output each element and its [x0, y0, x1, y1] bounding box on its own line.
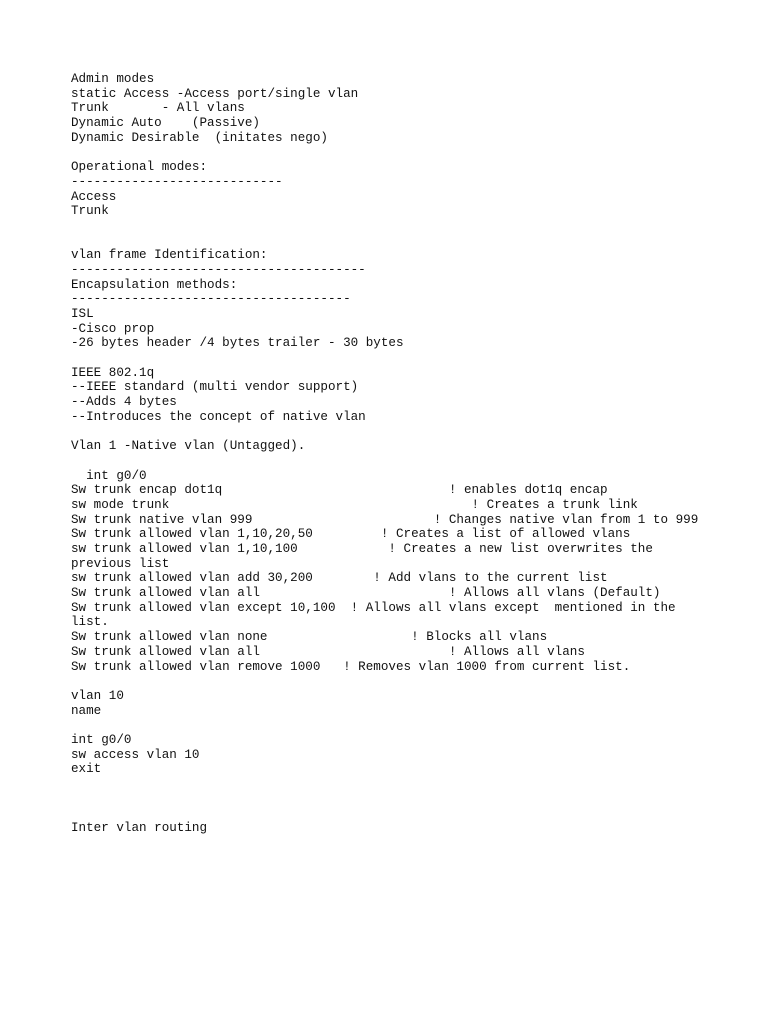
document-line: sw mode trunk ! Creates a trunk link: [71, 497, 638, 512]
document-line: vlan frame Identification:: [71, 248, 268, 263]
document-line: list.: [71, 615, 109, 630]
document-line: Dynamic Auto (Passive): [71, 116, 260, 131]
document-line: [71, 806, 698, 821]
document-line: ISL: [71, 307, 94, 321]
document-line: IEEE 802.1q: [71, 365, 155, 380]
document-line: Sw trunk allowed vlan none ! Blocks all vlans: [71, 630, 548, 645]
document-line: Sw trunk encap dot1q ! enables dot1q encap: [71, 483, 608, 498]
document-line: [71, 777, 698, 792]
document-line: [71, 674, 698, 689]
document-line: Trunk - All vlans: [71, 101, 245, 116]
document-line: [71, 792, 698, 807]
document-line: -Cisco prop: [71, 321, 155, 336]
document-line: Encapsulation methods:: [71, 277, 238, 292]
document-line: int g0/0: [71, 732, 132, 747]
document-line: [71, 454, 698, 469]
document-line: Access: [71, 189, 117, 204]
document-body-text: [71, 72, 698, 836]
document-line: ---------------------------------------: [71, 262, 366, 277]
document-line: [71, 145, 698, 160]
document-line: --Adds 4 bytes: [71, 395, 177, 410]
document-line: Admin modes: [71, 72, 155, 86]
document-line: Sw trunk allowed vlan all ! Allows all vlans (Default): [71, 586, 661, 601]
document-line: [71, 425, 698, 440]
document-line: Sw trunk allowed vlan except 10,100 ! Allows all vlans except mentioned in the: [71, 600, 676, 615]
document-line: [71, 351, 698, 366]
document-line: Sw trunk allowed vlan remove 1000 ! Removes vlan 1000 from current list.: [71, 659, 631, 674]
document-line: previous list: [71, 556, 170, 571]
document-line: Inter vlan routing: [71, 821, 208, 836]
document-line: Dynamic Desirable (initates nego): [71, 130, 328, 145]
document-line: static Access -Access port/single vlan: [71, 86, 359, 101]
document-line: [71, 219, 698, 234]
document-line: Sw trunk allowed vlan 1,10,20,50 ! Creates a list of allowed vlans: [71, 527, 631, 542]
document-line: Trunk: [71, 204, 109, 219]
document-line: --IEEE standard (multi vendor support): [71, 380, 359, 395]
document-line: sw trunk allowed vlan 1,10,100 ! Creates a new list overwrites the: [71, 542, 653, 556]
document-line: sw access vlan 10: [71, 747, 200, 762]
document-line: -26 bytes header /4 bytes trailer - 30 bytes: [71, 336, 404, 351]
document-line: [71, 718, 698, 733]
document-line: ----------------------------: [71, 174, 283, 189]
document-line: -------------------------------------: [71, 292, 351, 307]
document-line: exit: [71, 762, 102, 777]
document-line: Sw trunk native vlan 999 ! Changes native vlan from 1 to 999: [71, 512, 699, 527]
document-line: sw trunk allowed vlan add 30,200 ! Add vlans to the current list: [71, 571, 608, 586]
document-line: --Introduces the concept of native vlan: [71, 409, 366, 424]
document-line: [71, 234, 698, 249]
document-line: name: [71, 703, 102, 718]
document-line: int g0/0: [71, 468, 147, 483]
document-line: vlan 10: [71, 688, 124, 703]
document-line: Operational modes:: [71, 160, 208, 175]
document-line: Sw trunk allowed vlan all ! Allows all vlans: [71, 644, 585, 659]
document-line: Vlan 1 -Native vlan (Untagged).: [71, 439, 306, 454]
